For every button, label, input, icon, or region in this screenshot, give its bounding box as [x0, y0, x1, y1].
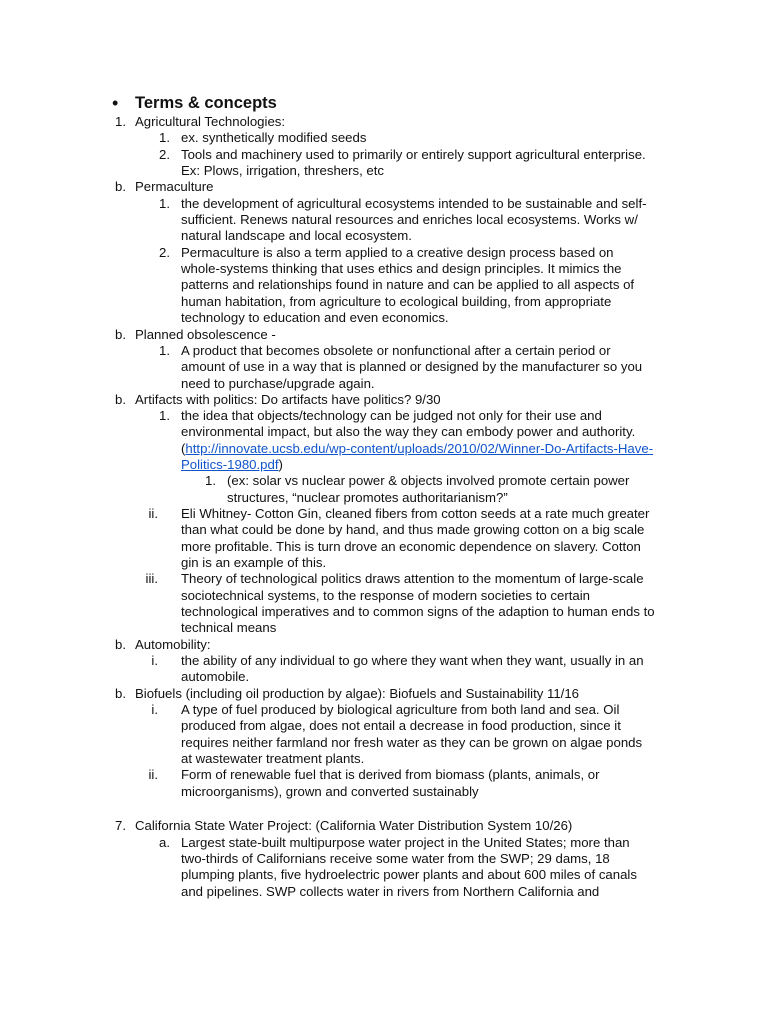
- list-item-text: the idea that objects/technology can be judged not only for their use and: [181, 408, 602, 423]
- list-item-text: structures, “nuclear promotes authoritarianism?”: [227, 490, 508, 505]
- list-item-text: sufficient. Renews natural resources and enriches local ecosystems. Works w/: [181, 212, 638, 227]
- list-marker: ii.: [148, 767, 158, 782]
- list-item-text: Permaculture is also a term applied to a creative design process based on: [181, 245, 614, 260]
- list-item-text: than what could be done by hand, and thus made growing cotton on a big scale: [181, 522, 645, 537]
- list-item-text: A type of fuel produced by biological agriculture from both land and sea. Oil: [181, 702, 620, 717]
- link-close-paren: ): [278, 457, 283, 472]
- list-item-text: produced from algae, does not entail a decrease in food production, since it: [181, 718, 621, 733]
- list-marker: 1.: [159, 343, 170, 358]
- list-item-text: sociotechnical systems, to the response of modern societies to certain: [181, 588, 591, 603]
- list-marker: a.: [159, 835, 170, 850]
- page-title: Terms & concepts: [135, 94, 277, 112]
- list-item-text: automobile.: [181, 669, 250, 684]
- list-marker: 7.: [115, 818, 126, 833]
- list-item-text: need to purchase/upgrade again.: [181, 376, 375, 391]
- list-item-text: natural landscape and local ecosystem.: [181, 228, 412, 243]
- list-item-title: Biofuels (including oil production by algae): Biofuels and Sustainability 11/16: [135, 686, 580, 701]
- list-item-title: California State Water Project: (California Water Distribution System 10/26): [135, 818, 573, 833]
- list-marker: 1.: [159, 408, 170, 423]
- list-item-text: (ex: solar vs nuclear power & objects involved promote certain power: [227, 473, 630, 488]
- list-item-title: Agricultural Technologies:: [135, 114, 286, 129]
- list-marker: b.: [115, 637, 126, 652]
- list-item-title: Artifacts with politics: Do artifacts have politics? 9/30: [135, 392, 441, 407]
- list-item-text: Largest state-built multipurpose water project in the United States; more than: [181, 835, 630, 850]
- list-item-text: plumping plants, five hydroelectric power plants and about 600 miles of canals: [181, 867, 637, 882]
- list-item-text: amount of use in a way that is planned or designed by the manufacturer so you: [181, 359, 643, 374]
- list-item-text: and pipelines. SWP collects water in rivers from Northern California and: [181, 884, 600, 899]
- list-item-text: technological imperatives and to common signs of the adaption to human ends to: [181, 604, 655, 619]
- list-item-text: ex. synthetically modified seeds: [181, 130, 367, 145]
- list-marker: i.: [151, 702, 158, 717]
- list-item-text: Eli Whitney- Cotton Gin, cleaned fibers from cotton seeds at a rate much greater: [181, 506, 650, 521]
- link-open-paren: (: [181, 441, 186, 456]
- list-item-text: Tools and machinery used to primarily or entirely support agricultural enterprise.: [181, 147, 646, 162]
- list-item-text: technology to education and even economics.: [181, 310, 449, 325]
- list-marker: i.: [151, 653, 158, 668]
- list-marker: 2.: [159, 245, 170, 260]
- list-item-title: Automobility:: [135, 637, 211, 652]
- list-item-text: the development of agricultural ecosystems intended to be sustainable and self-: [181, 196, 647, 211]
- list-item-title: Permaculture: [135, 179, 214, 194]
- list-marker: b.: [115, 392, 126, 407]
- list-item-text: the ability of any individual to go where they want when they want, usually in an: [181, 653, 644, 668]
- link-line: [181, 441, 653, 457]
- list-marker: 1.: [159, 130, 170, 145]
- list-item-text: two-thirds of Californians receive some water from the SWP; 29 dams, 18: [181, 851, 610, 866]
- list-marker: 1.: [159, 196, 170, 211]
- list-marker: ii.: [148, 506, 158, 521]
- list-item-text: microorganisms), grown and converted sustainably: [181, 784, 479, 799]
- list-item-text: gin is an example of this.: [181, 555, 327, 570]
- list-item-text: Theory of technological politics draws attention to the momentum of large-scale: [181, 571, 644, 586]
- bullet-icon: •: [112, 93, 119, 113]
- list-item-text: requires neither farmland nor fresh water as they can be grown on algae ponds: [181, 735, 643, 750]
- article-link-continued[interactable]: Politics-1980.pdf: [181, 457, 279, 472]
- list-marker: 1.: [115, 114, 126, 129]
- article-link[interactable]: http://innovate.ucsb.edu/wp-content/uploads/2010/02/Winner-Do-Artifacts-Have-: [185, 441, 654, 456]
- list-marker: b.: [115, 327, 126, 342]
- list-item-title: Planned obsolescence -: [135, 327, 276, 342]
- list-item-text: technical means: [181, 620, 277, 635]
- list-item-text: whole-systems thinking that uses ethics and design principles. It mimics the: [181, 261, 622, 276]
- list-item-text: Form of renewable fuel that is derived from biomass (plants, animals, or: [181, 767, 600, 782]
- list-item-text: at wastewater treatment plants.: [181, 751, 365, 766]
- list-item-text: more profitable. This is turn drove an economic dependence on slavery. Cotton: [181, 539, 641, 554]
- list-marker: b.: [115, 179, 126, 194]
- list-marker: 1.: [205, 473, 216, 488]
- list-marker: 2.: [159, 147, 170, 162]
- link-line: [181, 457, 283, 473]
- list-item-text: Ex: Plows, irrigation, threshers, etc: [181, 163, 385, 178]
- list-item-text: environmental impact, but also the way they can embody power and authority.: [181, 424, 636, 439]
- list-item-text: human habitation, from agriculture to ecological building, from appropriate: [181, 294, 612, 309]
- list-item-text: patterns and relationships found in nature and can be applied to all aspects of: [181, 277, 635, 292]
- list-marker: iii.: [145, 571, 158, 586]
- list-marker: b.: [115, 686, 126, 701]
- list-item-text: A product that becomes obsolete or nonfunctional after a certain period or: [181, 343, 611, 358]
